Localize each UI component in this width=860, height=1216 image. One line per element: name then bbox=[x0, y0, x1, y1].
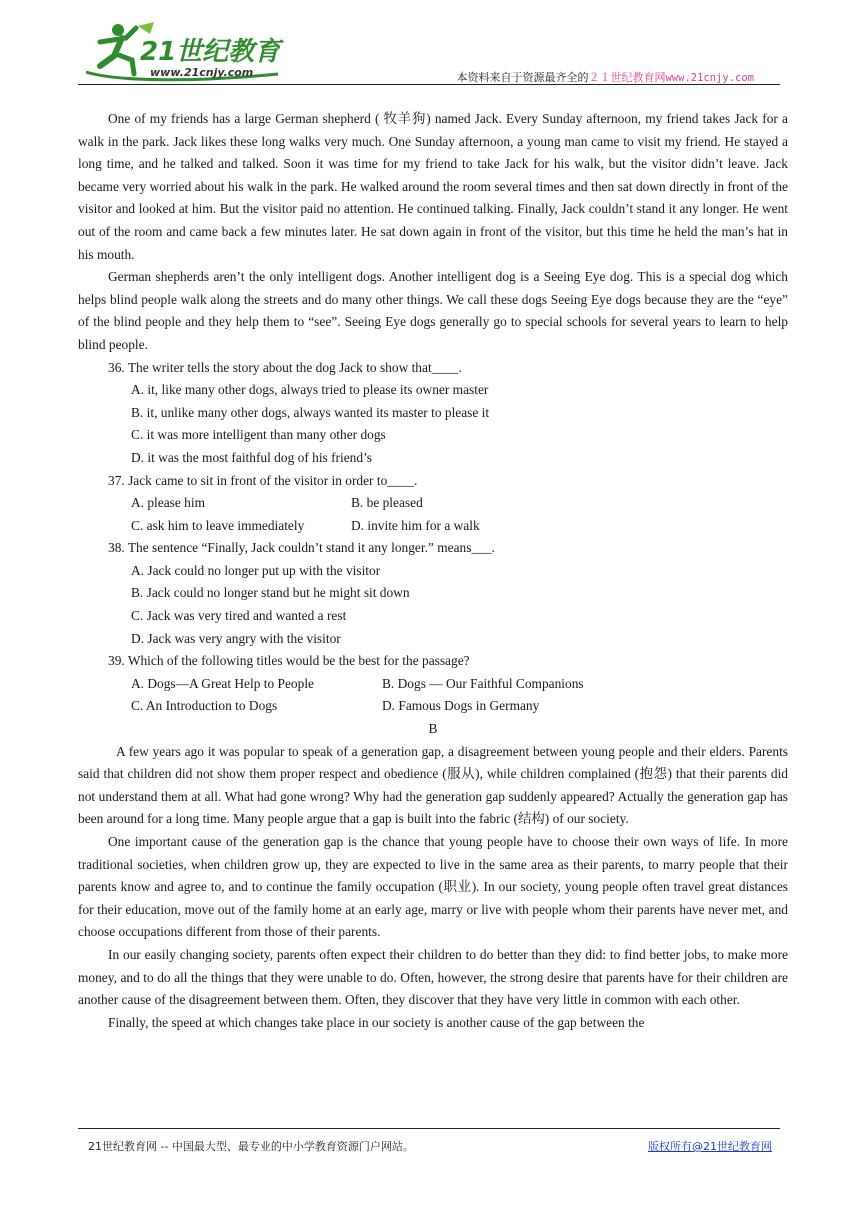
q36-option-c: C. it was more intelligent than many other dogs bbox=[131, 427, 386, 443]
q39-options-row-1 bbox=[78, 673, 788, 696]
footer-divider bbox=[78, 1128, 780, 1129]
logo-url: www.21cnjy.com bbox=[150, 66, 254, 79]
q39-option-a: A. Dogs—A Great Help to People bbox=[131, 675, 314, 691]
question-39: 39. Which of the following titles would be the best for the passage? bbox=[108, 653, 470, 669]
passage-b-paragraph-2: One important cause of the generation gap is the chance that young people have to choose their own ways of life. In more traditional societies, when children grow up, they are expected to live in the same area as their parents, to marry people that their parents know and agree to, and to continue the family occupation (职业). In our society, young people often travel great distances for their education, move out of the family home at an early age, marry or live with people whom their parents have never met, and choose occupations different from those of their parents. bbox=[78, 834, 788, 940]
q38-option-c: C. Jack was very tired and wanted a rest bbox=[131, 608, 347, 624]
section-b-heading: B bbox=[428, 721, 438, 737]
runner-logo-icon bbox=[78, 20, 288, 84]
question-37: 37. Jack came to sit in front of the visitor in order to____. bbox=[108, 472, 418, 488]
passage-b-paragraph-4: Finally, the speed at which changes take place in our society is another cause of the gap between the bbox=[108, 1014, 645, 1030]
q39-option-c: C. An Introduction to Dogs bbox=[131, 698, 278, 714]
q38-option-b: B. Jack could no longer stand but he might sit down bbox=[131, 585, 410, 601]
q39-options-row-2 bbox=[78, 695, 788, 718]
header-divider bbox=[78, 84, 780, 85]
q38-option-a: A. Jack could no longer put up with the visitor bbox=[131, 562, 381, 578]
q37-option-b: B. be pleased bbox=[351, 495, 423, 511]
q36-option-d: D. it was the most faithful dog of his friend’s bbox=[131, 449, 372, 465]
q37-options-row-1 bbox=[78, 492, 788, 515]
logo-title: 21世纪教育 bbox=[140, 37, 281, 67]
q36-option-a: A. it, like many other dogs, always tried to please its owner master bbox=[131, 382, 489, 398]
source-line bbox=[456, 69, 754, 85]
page-header bbox=[78, 20, 780, 86]
q36-option-b: B. it, unlike many other dogs, always wanted its master to please it bbox=[131, 404, 490, 420]
passage-a-paragraph-2: German shepherds aren’t the only intelligent dogs. Another intelligent dog is a Seeing Eye dog. This is a special dog which helps blind people walk along the streets and do many other things. We call these dogs Seeing Eye dogs because they are the “eye” of the blind people and they help them to “see”. Seeing Eye dogs generally go to special schools for several years to learn to help blind people. bbox=[78, 269, 788, 352]
q37-options-row-2 bbox=[78, 515, 788, 538]
q37-option-c: C. ask him to leave immediately bbox=[131, 517, 305, 533]
passage-a-paragraph-1: One of my friends has a large German shepherd ( 牧羊狗) named Jack. Every Sunday afternoon, my friend takes Jack for a walk in the park. Jack likes these long walks very much. One Sunday afternoon, a young man came to visit my friend. He stayed a long time, and he talked and talked. Soon it was time for my friend to take Jack for his walk, but the visitor didn’t leave. Jack became very worried about his walk in the park. He walked around the room several times and then sat down directly in front of the visitor and looked at him. But the visitor paid no attention. He continued talking. Finally, Jack couldn’t stand it any longer. He went out of the room and came back a few minutes later. He sat down again in front of the visitor, but this time he held the man’s hat in his mouth. bbox=[78, 111, 788, 262]
source-site: ２１世纪教育网 bbox=[588, 71, 666, 84]
source-prefix: 本资料来自于资源最齐全的 bbox=[456, 71, 589, 84]
footer-slogan: 21世纪教育网 -- 中国最大型、最专业的中小学教育资源门户网站。 bbox=[88, 1140, 414, 1153]
question-38: 38. The sentence “Finally, Jack couldn’t stand it any longer.” means___. bbox=[108, 540, 495, 556]
page-footer bbox=[88, 1138, 778, 1154]
q39-option-b: B. Dogs — Our Faithful Companions bbox=[382, 675, 584, 691]
passage-b-paragraph-1: A few years ago it was popular to speak of a generation gap, a disagreement between young people and their elders. Parents said that children did not show them proper respect and obedience (服从), while children complained (抱怨) that their parents did not understand them at all. What had gone wrong? Why had the generation gap suddenly appeared? Actually the generation gap has been around for a long time. Many people argue that a gap is built into the fabric (结构) of our society. bbox=[78, 743, 788, 827]
q39-option-d: D. Famous Dogs in Germany bbox=[382, 698, 540, 714]
q37-option-a: A. please him bbox=[131, 495, 206, 511]
footer-copyright-link[interactable]: 版权所有@21世纪教育网 bbox=[648, 1140, 772, 1153]
source-url[interactable]: www.21cnjy.com bbox=[665, 72, 754, 84]
q37-option-d: D. invite him for a walk bbox=[351, 517, 480, 533]
site-logo bbox=[78, 20, 288, 84]
question-36: 36. The writer tells the story about the dog Jack to show that____. bbox=[108, 359, 462, 375]
page-content bbox=[78, 108, 788, 1034]
q38-option-d: D. Jack was very angry with the visitor bbox=[131, 630, 341, 646]
passage-b-paragraph-3: In our easily changing society, parents often expect their children to do better than they did: to find better jobs, to make more money, and to do all the things that they were unable to do. Often, however, the strong desire that parents have for their children are another cause of the disagreement between them. Often, they discover that they have very little in common with each other. bbox=[78, 946, 788, 1008]
